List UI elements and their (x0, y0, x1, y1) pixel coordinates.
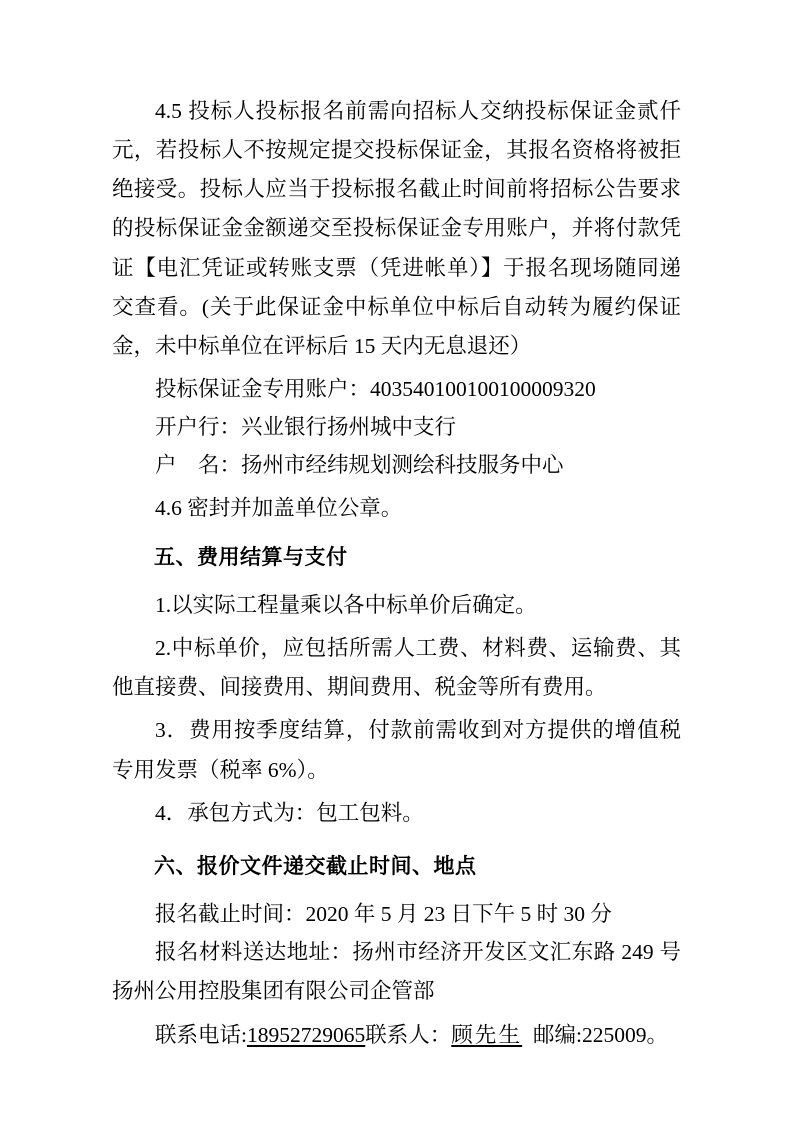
holder-name: 扬州市经纬规划测绘科技服务中心 (241, 453, 564, 478)
account-number-line (112, 370, 681, 408)
person-label: 联系人： (365, 1022, 452, 1047)
account-number: 403540100100100009320 (370, 376, 596, 401)
phone-label: 联系电话: (155, 1022, 247, 1047)
section-five-item-4: 4．承包方式为：包工包料。 (155, 800, 424, 825)
holder-label: 户 名： (155, 453, 242, 478)
address-line (112, 933, 681, 1011)
section-five-item-2: 2.中标单价，应包括所需人工费、材料费、运输费、其他直接费、间接费用、期间费用、税金等所有费用。 (112, 636, 681, 700)
paragraph-clause-4-6: 4.6 密封并加盖单位公章。 (155, 495, 403, 520)
postcode-label: 邮编: (532, 1022, 582, 1047)
bank-line (112, 408, 681, 446)
address-value: 扬州市经济开发区文汇东路 249 号扬州公用控股集团有限公司企管部 (112, 940, 681, 1004)
account-label: 投标保证金专用账户： (155, 376, 371, 401)
deadline-line (112, 895, 681, 933)
section-heading-five: 五、费用结算与支付 (154, 544, 348, 569)
section-five-item-3: 3．费用按季度结算，付款前需收到对方提供的增值税专用发票（税率 6%）。 (112, 718, 681, 782)
document-body (112, 92, 681, 1055)
phone-value: 18952729065 (246, 1022, 366, 1047)
person-value: 顾先生 (451, 1022, 523, 1047)
deadline-label: 报名截止时间： (155, 901, 306, 926)
holder-line (112, 446, 681, 484)
section-heading-six: 六、报价文件递交截止时间、地点 (154, 853, 477, 878)
section-five-item-1: 1.以实际工程量乘以各中标单价后确定。 (155, 593, 537, 618)
paragraph-clause-4-5: 4.5 投标人投标报名前需向招标人交纳投标保证金贰仟元，若投标人不按规定提交投标保证金，其报名资格将被拒绝接受。投标人应当于投标报名截止时间前将招标公告要求的投标保证金金额递交至投标保证金专用账户，并将付款凭证【电汇凭证或转账支票（凭进帐单）】于报名现场随同递交查看。(关于此保证金中标单位中标后自动转为履约保证金，未中标单位在评标后 15 天内无息退还） (112, 99, 681, 358)
contact-line (112, 1016, 681, 1055)
deadline-value: 2020 年 5 月 23 日下午 5 时 30 分 (305, 901, 612, 926)
bank-name: 兴业银行扬州城中支行 (241, 415, 457, 440)
address-label: 报名材料送达地址： (155, 940, 353, 965)
postcode-value: 225009。 (581, 1022, 668, 1047)
bank-label: 开户行： (155, 415, 242, 440)
